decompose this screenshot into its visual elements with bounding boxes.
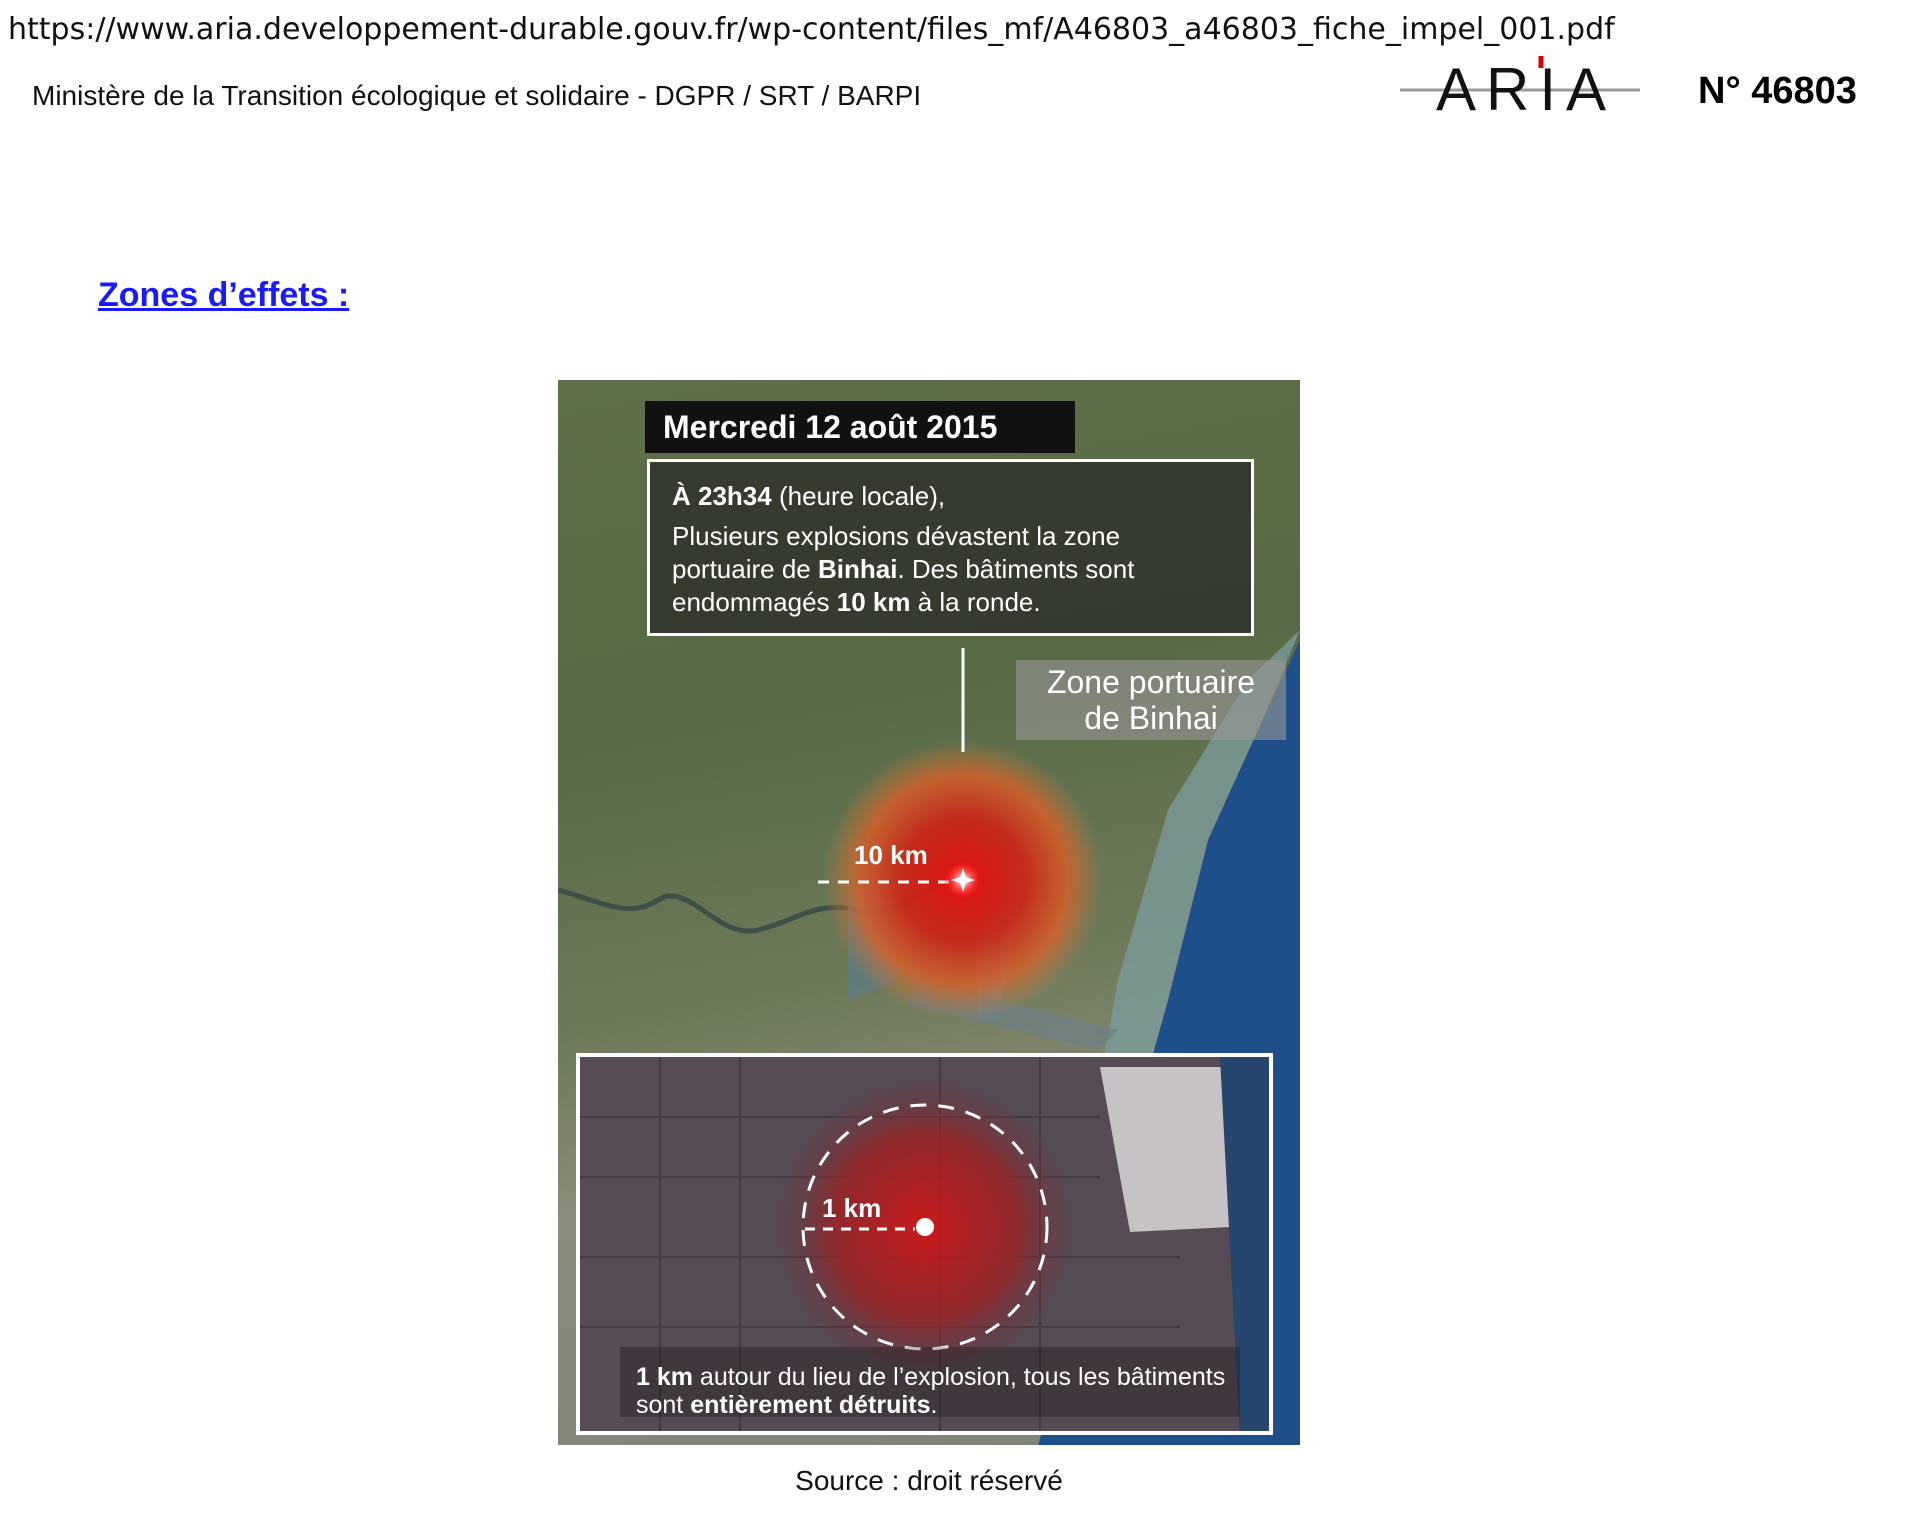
zone-label-line1: Zone portuaire: [1046, 664, 1256, 700]
document-url: https://www.aria.developpement-durable.gouv.fr/wp-content/files_mf/A46803_a46803_fiche_impel_001.pdf: [8, 12, 1615, 47]
inset-caption-emphasis: entièrement détruits: [690, 1391, 931, 1419]
zone-label-line2: de Binhai: [1084, 700, 1218, 736]
zone-label: [1016, 660, 1286, 740]
ministry-header: Ministère de la Transition écologique et solidaire - DGPR / SRT / BARPI: [32, 80, 922, 111]
inset-caption-distance: 1 km: [636, 1363, 693, 1391]
date-banner: Mercredi 12 août 2015: [645, 401, 1075, 453]
inset-caption-text2: .: [930, 1391, 938, 1419]
aria-logo: [1400, 48, 1640, 118]
inset-caption-text1: autour du lieu de l’explosion, tous les bâtiments sont: [636, 1363, 1226, 1419]
source-caption: Source : droit réservé: [795, 1465, 1063, 1496]
inset-caption: [636, 1363, 1236, 1419]
document-number: N° 46803: [1698, 70, 1857, 112]
explosion-flash-icon-inset: [916, 1218, 934, 1236]
radius-label-1km: 1 km: [822, 1193, 882, 1223]
info-time-note: (heure locale),: [771, 481, 946, 511]
inset-map-1km: [576, 1053, 1273, 1435]
info-place: Binhai: [817, 554, 898, 584]
aria-logo-text: ARIA: [1436, 56, 1617, 118]
explosion-infographic: [558, 380, 1300, 1445]
info-text-b: . Des bâtiments sont endommagés: [672, 554, 1135, 617]
info-time: À 23h34: [672, 481, 772, 511]
info-box: [647, 459, 1254, 636]
section-heading-zones-effets: Zones d’effets :: [98, 276, 350, 314]
info-text-a: Plusieurs explosions dévastent la zone portuaire de: [672, 521, 1121, 584]
radius-label-10km: 10 km: [854, 840, 928, 870]
info-text-c: à la ronde.: [910, 587, 1041, 617]
info-distance: 10 km: [836, 587, 911, 617]
